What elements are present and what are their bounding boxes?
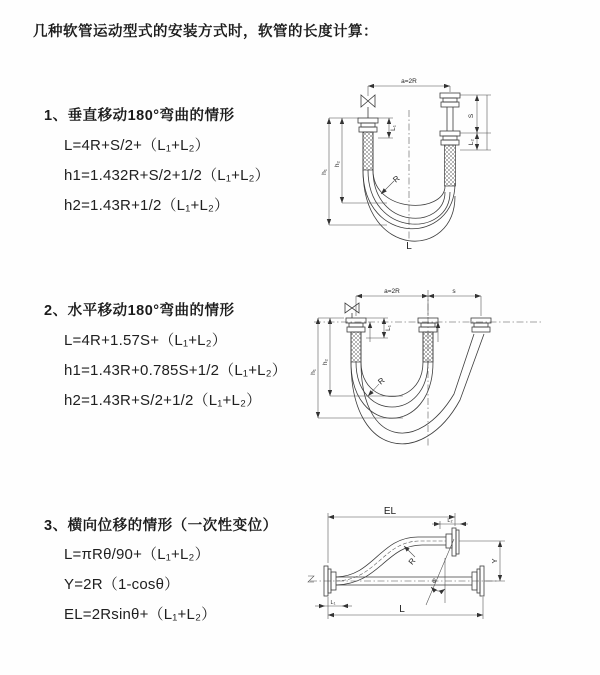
section-1-heading: 1、垂直移动180°弯曲的情形 <box>44 108 235 124</box>
dim-label-s: s <box>452 288 456 295</box>
formula: L=4R+1.57S+（L₁+L₂） <box>64 332 227 349</box>
dim-label-s: S <box>468 113 475 119</box>
diagram-lateral-displacement <box>300 503 595 655</box>
section-2-heading: 2、水平移动180°弯曲的情形 <box>44 303 235 319</box>
radius-label: R <box>406 556 418 567</box>
right-flange <box>471 318 491 332</box>
valve-icon <box>345 303 359 318</box>
formula: h2=1.43R+1/2（L₁+L₂） <box>64 197 230 214</box>
dim-label-a2r: a=2R <box>401 78 417 85</box>
braid-section <box>445 145 456 186</box>
angle-construction <box>426 539 454 605</box>
hose-s-curve <box>336 537 446 585</box>
dim-label-l1: L₁ <box>330 600 336 606</box>
dim-label-h2: h₂ <box>334 160 341 168</box>
formula: h1=1.432R+S/2+1/2（L₁+L₂） <box>64 167 270 184</box>
dim-label-l1: L₁ <box>385 325 392 331</box>
valve-icon <box>361 95 375 118</box>
dim-label-l2: L₂ <box>468 138 475 146</box>
radius-label: R <box>391 173 402 185</box>
dim-label-a2r: a=2R <box>384 288 400 295</box>
right-flange-lower <box>440 131 460 145</box>
dim-label-l1: L₁ <box>390 125 397 131</box>
dim-label-h1: h₁ <box>321 169 328 175</box>
section-3-heading: 3、横向位移的情形（一次性变位） <box>44 518 278 534</box>
left-flange <box>346 318 366 332</box>
page-title: 几种软管运动型式的安装方式时，软管的长度计算： <box>33 24 378 40</box>
dim-label-y: Y <box>490 558 499 564</box>
dim-label-l2: L₂ <box>447 518 453 524</box>
angle-label: θ <box>432 578 436 585</box>
diagram-vertical-180-bend <box>315 68 540 253</box>
right-flange-upper <box>440 93 460 107</box>
braid-section <box>363 132 373 170</box>
formula: h1=1.43R+0.785S+1/2（L₁+L₂） <box>64 362 287 379</box>
radius-label: R <box>376 375 387 387</box>
formula: L=πRθ/90+（L₁+L₂） <box>64 546 210 563</box>
dim-label-h1: h₁ <box>310 369 317 375</box>
formula: EL=2Rsinθ+（L₁+L₂） <box>64 606 217 623</box>
length-label: L <box>406 241 412 252</box>
section-2 <box>44 299 287 416</box>
formula: Y=2R（1-cosθ） <box>64 576 180 593</box>
section-1 <box>44 104 270 221</box>
formula: h2=1.43R+S/2+1/2（L₁+L₂） <box>64 392 262 409</box>
dim-label-el: EL <box>383 506 397 517</box>
hose-u-bend <box>351 334 484 444</box>
braid-section <box>423 332 433 362</box>
formula: L=4R+S/2+（L₁+L₂） <box>64 137 210 154</box>
length-label: L <box>399 604 405 615</box>
left-flange <box>358 118 378 132</box>
diagram-horizontal-180-bend <box>308 282 548 454</box>
section-3 <box>44 514 278 630</box>
braid-section <box>351 332 361 362</box>
dim-label-h2: h₂ <box>322 358 329 366</box>
